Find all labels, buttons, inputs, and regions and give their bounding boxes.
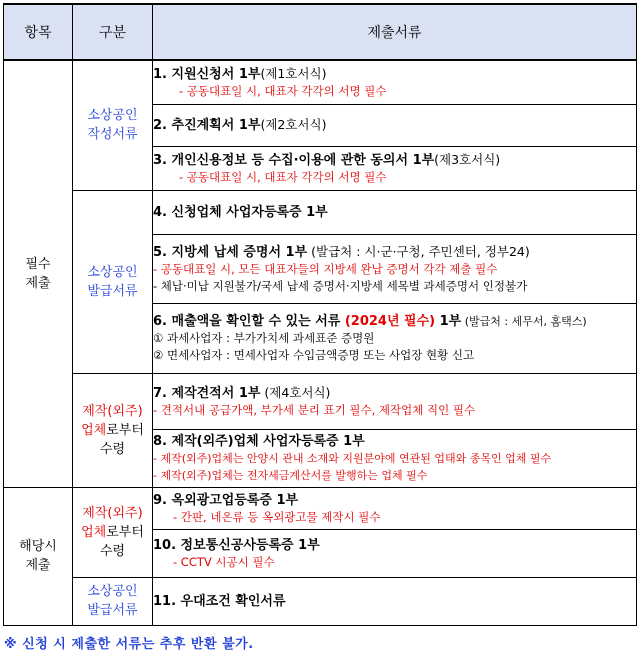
header-item: 항목 <box>4 4 73 60</box>
header-category: 구분 <box>73 4 153 60</box>
group-self-written: 소상공인 작성서류 <box>73 60 153 190</box>
section-applicable: 해당시 제출 <box>4 487 73 625</box>
doc-7: 7. 제작견적서 1부 (제4호서식) - 견적서내 공급가액, 부가세 분리 표기 필수, 제작업체 직인 필수 <box>153 373 637 429</box>
doc-3: 3. 개인신용정보 등 수집·이용에 관한 동의서 1부(제3호서식) - 공동대표일 시, 대표자 각각의 서명 필수 <box>153 146 637 190</box>
footer-note: ※ 신청 시 제출한 서류는 추후 반환 불가. <box>4 637 254 652</box>
table-header-row <box>4 4 637 60</box>
doc-11: 11. 우대조건 확인서류 <box>153 577 637 625</box>
doc-6: 6. 매출액을 확인할 수 있는 서류 (2024년 필수) 1부 (발급처 : 세무서, 홈택스) ① 과세사업자 : 부가가치세 과세표준 증명원 ② 면세사업자 : 면세사업자 수입금액증명 또는 사업장 현황 신고 <box>153 303 637 373</box>
doc-2: 2. 추진계획서 1부(제2호서식) <box>153 104 637 146</box>
group-vendor-2: 제작(외주) 업체로부터 수령 <box>73 487 153 577</box>
doc-9: 9. 옥외광고업등록증 1부 - 간판, 네온류 등 옥외광고물 제작시 필수 <box>153 487 637 529</box>
group-issued-2: 소상공인 발급서류 <box>73 577 153 625</box>
table-row <box>4 60 637 104</box>
table-row <box>4 373 637 429</box>
submission-documents-table <box>3 3 637 626</box>
doc-4: 4. 신청업체 사업자등록증 1부 <box>153 190 637 234</box>
doc-10: 10. 정보통신공사등록증 1부 - CCTV 시공시 필수 <box>153 529 637 577</box>
doc-1: 1. 지원신청서 1부(제1호서식) - 공동대표일 시, 대표자 각각의 서명 필수 <box>153 60 637 104</box>
table-row <box>4 577 637 625</box>
group-vendor: 제작(외주) 업체로부터 수령 <box>73 373 153 487</box>
table-row <box>4 190 637 234</box>
doc-5: 5. 지방세 납세 증명서 1부 (발급처 : 시·군·구청, 주민센터, 정부24) - 공동대표일 시, 모든 대표자들의 지방세 완납 증명서 각각 제출 필수 - 체납·미납 지원불가/국세 납세 증명서·지방세 세목별 과세증명서 인정불가 <box>153 234 637 303</box>
header-documents: 제출서류 <box>153 4 637 60</box>
section-mandatory: 필수 제출 <box>4 60 73 487</box>
group-issued: 소상공인 발급서류 <box>73 190 153 373</box>
table-row <box>4 487 637 529</box>
doc-8: 8. 제작(외주)업체 사업자등록증 1부 - 제작(외주)업체는 안양시 관내 소재와 지원분야에 연관된 업태와 종목인 업체 필수 - 제작(외주)업체는 전자세금계산서를 발행하는 업체 필수 <box>153 429 637 487</box>
